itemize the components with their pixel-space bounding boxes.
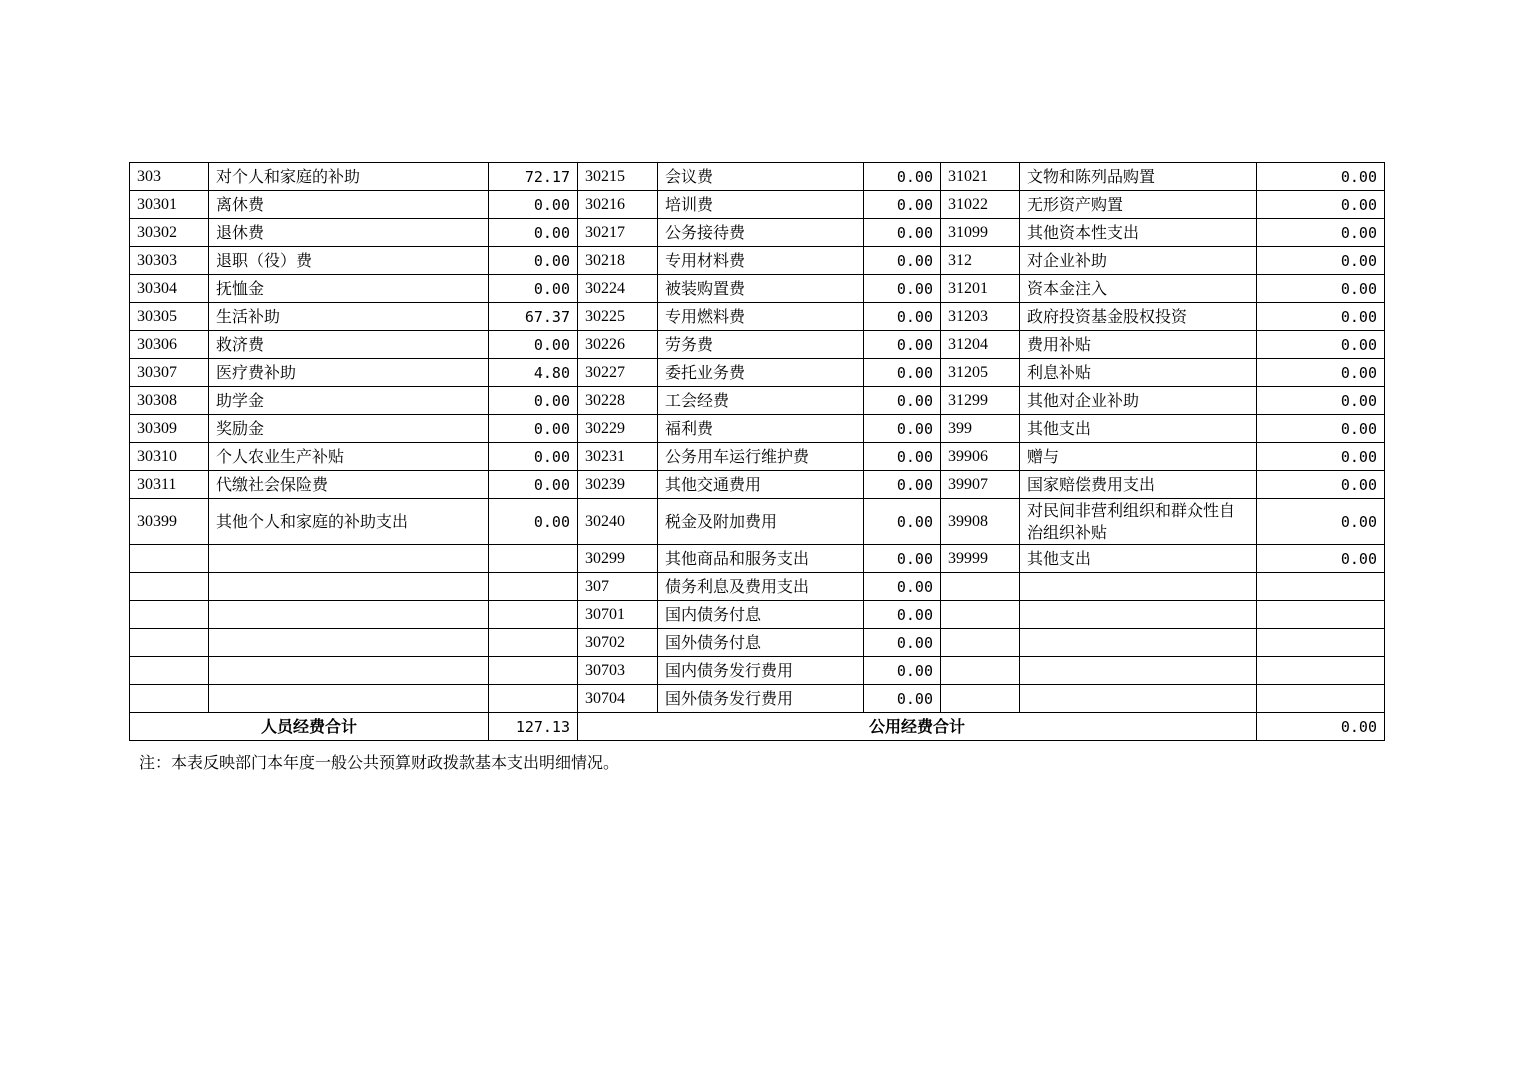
item-amount: 0.00 — [489, 191, 578, 219]
item-code — [130, 629, 209, 657]
item-amount — [1257, 657, 1385, 685]
table-row — [130, 359, 1385, 387]
item-name: 利息补贴 — [1020, 359, 1257, 387]
item-amount: 0.00 — [864, 685, 941, 713]
item-code: 30239 — [578, 471, 658, 499]
item-name: 医疗费补助 — [209, 359, 489, 387]
item-code: 30304 — [130, 275, 209, 303]
item-name: 培训费 — [658, 191, 864, 219]
item-code — [941, 629, 1020, 657]
item-code: 30310 — [130, 443, 209, 471]
item-code: 30308 — [130, 387, 209, 415]
table-row — [130, 657, 1385, 685]
item-amount: 0.00 — [489, 247, 578, 275]
item-amount: 0.00 — [864, 191, 941, 219]
item-code: 303 — [130, 163, 209, 191]
item-name: 公务用车运行维护费 — [658, 443, 864, 471]
table-row — [130, 685, 1385, 713]
item-name: 工会经费 — [658, 387, 864, 415]
item-amount — [489, 601, 578, 629]
item-code: 30225 — [578, 303, 658, 331]
item-amount: 0.00 — [1257, 191, 1385, 219]
table-row — [130, 415, 1385, 443]
table-row — [130, 163, 1385, 191]
item-name: 福利费 — [658, 415, 864, 443]
item-code: 31203 — [941, 303, 1020, 331]
item-amount: 0.00 — [1257, 443, 1385, 471]
table-row — [130, 601, 1385, 629]
item-amount: 0.00 — [864, 275, 941, 303]
item-code: 307 — [578, 573, 658, 601]
item-code — [941, 657, 1020, 685]
item-name — [209, 573, 489, 601]
item-code: 31204 — [941, 331, 1020, 359]
item-amount — [1257, 573, 1385, 601]
item-name: 债务利息及费用支出 — [658, 573, 864, 601]
item-amount: 0.00 — [1257, 471, 1385, 499]
item-amount — [1257, 629, 1385, 657]
expenditure-detail-table — [129, 162, 1385, 741]
item-code: 30216 — [578, 191, 658, 219]
item-amount — [489, 629, 578, 657]
item-name — [1020, 657, 1257, 685]
item-code: 30704 — [578, 685, 658, 713]
table-row — [130, 247, 1385, 275]
item-amount: 0.00 — [864, 387, 941, 415]
item-amount: 0.00 — [1257, 331, 1385, 359]
item-name: 国外债务付息 — [658, 629, 864, 657]
item-name — [209, 545, 489, 573]
item-code: 30217 — [578, 219, 658, 247]
item-name: 其他支出 — [1020, 545, 1257, 573]
personnel-total-value: 127.13 — [489, 713, 578, 741]
item-name: 被装购置费 — [658, 275, 864, 303]
item-amount: 4.80 — [489, 359, 578, 387]
item-name: 抚恤金 — [209, 275, 489, 303]
item-name: 文物和陈列品购置 — [1020, 163, 1257, 191]
item-amount: 0.00 — [864, 163, 941, 191]
item-code: 39908 — [941, 499, 1020, 545]
item-amount — [489, 685, 578, 713]
item-code: 39999 — [941, 545, 1020, 573]
item-name: 其他对企业补助 — [1020, 387, 1257, 415]
item-code: 30702 — [578, 629, 658, 657]
item-name: 对个人和家庭的补助 — [209, 163, 489, 191]
item-amount: 0.00 — [489, 499, 578, 545]
item-name: 政府投资基金股权投资 — [1020, 303, 1257, 331]
item-amount: 0.00 — [1257, 275, 1385, 303]
personnel-total-label: 人员经费合计 — [130, 713, 489, 741]
item-code: 30229 — [578, 415, 658, 443]
public-total-value: 0.00 — [1257, 713, 1385, 741]
item-amount: 0.00 — [489, 415, 578, 443]
item-code: 31201 — [941, 275, 1020, 303]
item-amount: 0.00 — [864, 219, 941, 247]
table-row — [130, 331, 1385, 359]
item-code: 30299 — [578, 545, 658, 573]
table-row — [130, 471, 1385, 499]
item-amount — [1257, 685, 1385, 713]
item-code — [130, 545, 209, 573]
item-amount: 72.17 — [489, 163, 578, 191]
item-name: 助学金 — [209, 387, 489, 415]
item-name — [1020, 629, 1257, 657]
item-amount: 0.00 — [489, 443, 578, 471]
item-code: 30311 — [130, 471, 209, 499]
item-code: 30231 — [578, 443, 658, 471]
item-amount: 0.00 — [1257, 163, 1385, 191]
item-code — [130, 573, 209, 601]
item-code: 399 — [941, 415, 1020, 443]
item-code: 30301 — [130, 191, 209, 219]
item-amount — [489, 573, 578, 601]
item-name — [209, 685, 489, 713]
item-code: 31205 — [941, 359, 1020, 387]
item-code: 31021 — [941, 163, 1020, 191]
item-amount: 0.00 — [1257, 387, 1385, 415]
table-row — [130, 303, 1385, 331]
item-amount: 0.00 — [489, 275, 578, 303]
table-row — [130, 499, 1385, 545]
item-code: 39907 — [941, 471, 1020, 499]
item-amount — [1257, 601, 1385, 629]
item-amount: 0.00 — [864, 331, 941, 359]
item-amount: 0.00 — [864, 359, 941, 387]
item-code — [130, 657, 209, 685]
item-code: 30307 — [130, 359, 209, 387]
item-name: 费用补贴 — [1020, 331, 1257, 359]
item-code: 30703 — [578, 657, 658, 685]
item-code: 30399 — [130, 499, 209, 545]
item-name — [1020, 601, 1257, 629]
public-total-label: 公用经费合计 — [578, 713, 1257, 741]
table-row — [130, 191, 1385, 219]
item-name: 国内债务付息 — [658, 601, 864, 629]
item-name: 其他个人和家庭的补助支出 — [209, 499, 489, 545]
item-name: 其他支出 — [1020, 415, 1257, 443]
item-amount: 0.00 — [864, 443, 941, 471]
item-code: 39906 — [941, 443, 1020, 471]
item-code: 312 — [941, 247, 1020, 275]
item-amount: 0.00 — [489, 471, 578, 499]
item-name: 专用燃料费 — [658, 303, 864, 331]
item-amount: 0.00 — [864, 601, 941, 629]
item-name: 资本金注入 — [1020, 275, 1257, 303]
item-name: 离休费 — [209, 191, 489, 219]
item-amount: 0.00 — [1257, 415, 1385, 443]
item-code — [130, 685, 209, 713]
item-amount: 0.00 — [489, 387, 578, 415]
item-code: 30303 — [130, 247, 209, 275]
item-code: 30228 — [578, 387, 658, 415]
item-code — [941, 685, 1020, 713]
item-amount: 0.00 — [864, 415, 941, 443]
item-code: 30218 — [578, 247, 658, 275]
item-amount: 0.00 — [864, 247, 941, 275]
item-name: 赠与 — [1020, 443, 1257, 471]
item-name: 会议费 — [658, 163, 864, 191]
item-amount: 67.37 — [489, 303, 578, 331]
totals-section — [130, 713, 1385, 741]
item-name: 税金及附加费用 — [658, 499, 864, 545]
item-name: 对民间非营利组织和群众性自治组织补贴 — [1020, 499, 1257, 545]
item-name: 无形资产购置 — [1020, 191, 1257, 219]
item-name: 国内债务发行费用 — [658, 657, 864, 685]
item-amount: 0.00 — [864, 471, 941, 499]
item-amount: 0.00 — [1257, 359, 1385, 387]
item-code — [130, 601, 209, 629]
item-name: 公务接待费 — [658, 219, 864, 247]
item-name — [1020, 685, 1257, 713]
table-row — [130, 545, 1385, 573]
item-name: 退职（役）费 — [209, 247, 489, 275]
table-row — [130, 443, 1385, 471]
table-row — [130, 219, 1385, 247]
item-name — [209, 601, 489, 629]
item-name: 其他资本性支出 — [1020, 219, 1257, 247]
table-row — [130, 573, 1385, 601]
item-name: 奖励金 — [209, 415, 489, 443]
table-row — [130, 275, 1385, 303]
item-code: 30302 — [130, 219, 209, 247]
item-name — [209, 657, 489, 685]
item-amount: 0.00 — [864, 629, 941, 657]
item-amount: 0.00 — [489, 331, 578, 359]
table-row — [130, 629, 1385, 657]
item-name: 生活补助 — [209, 303, 489, 331]
table-footnote: 注：本表反映部门本年度一般公共预算财政拨款基本支出明细情况。 — [139, 753, 620, 772]
item-name: 救济费 — [209, 331, 489, 359]
item-name: 退休费 — [209, 219, 489, 247]
item-code: 30305 — [130, 303, 209, 331]
item-name: 国家赔偿费用支出 — [1020, 471, 1257, 499]
item-name: 个人农业生产补贴 — [209, 443, 489, 471]
item-code — [941, 601, 1020, 629]
item-code: 31099 — [941, 219, 1020, 247]
item-code: 30309 — [130, 415, 209, 443]
item-amount — [489, 545, 578, 573]
item-code: 30215 — [578, 163, 658, 191]
table-row — [130, 387, 1385, 415]
item-amount: 0.00 — [1257, 247, 1385, 275]
item-code: 30226 — [578, 331, 658, 359]
item-amount: 0.00 — [864, 303, 941, 331]
item-amount: 0.00 — [489, 219, 578, 247]
item-name — [1020, 573, 1257, 601]
item-name: 对企业补助 — [1020, 247, 1257, 275]
table-body — [130, 163, 1385, 713]
item-name: 劳务费 — [658, 331, 864, 359]
item-code: 31022 — [941, 191, 1020, 219]
item-amount: 0.00 — [1257, 303, 1385, 331]
item-amount: 0.00 — [864, 657, 941, 685]
item-amount: 0.00 — [1257, 545, 1385, 573]
item-code: 30227 — [578, 359, 658, 387]
item-amount: 0.00 — [864, 545, 941, 573]
item-code: 30240 — [578, 499, 658, 545]
item-code: 30701 — [578, 601, 658, 629]
item-amount — [489, 657, 578, 685]
item-name: 国外债务发行费用 — [658, 685, 864, 713]
item-name: 其他交通费用 — [658, 471, 864, 499]
item-amount: 0.00 — [864, 499, 941, 545]
item-name: 专用材料费 — [658, 247, 864, 275]
item-code: 30224 — [578, 275, 658, 303]
item-amount: 0.00 — [1257, 219, 1385, 247]
item-name: 其他商品和服务支出 — [658, 545, 864, 573]
item-name: 委托业务费 — [658, 359, 864, 387]
item-name — [209, 629, 489, 657]
totals-row — [130, 713, 1385, 741]
item-name: 代缴社会保险费 — [209, 471, 489, 499]
item-amount: 0.00 — [864, 573, 941, 601]
item-amount: 0.00 — [1257, 499, 1385, 545]
item-code — [941, 573, 1020, 601]
item-code: 31299 — [941, 387, 1020, 415]
item-code: 30306 — [130, 331, 209, 359]
